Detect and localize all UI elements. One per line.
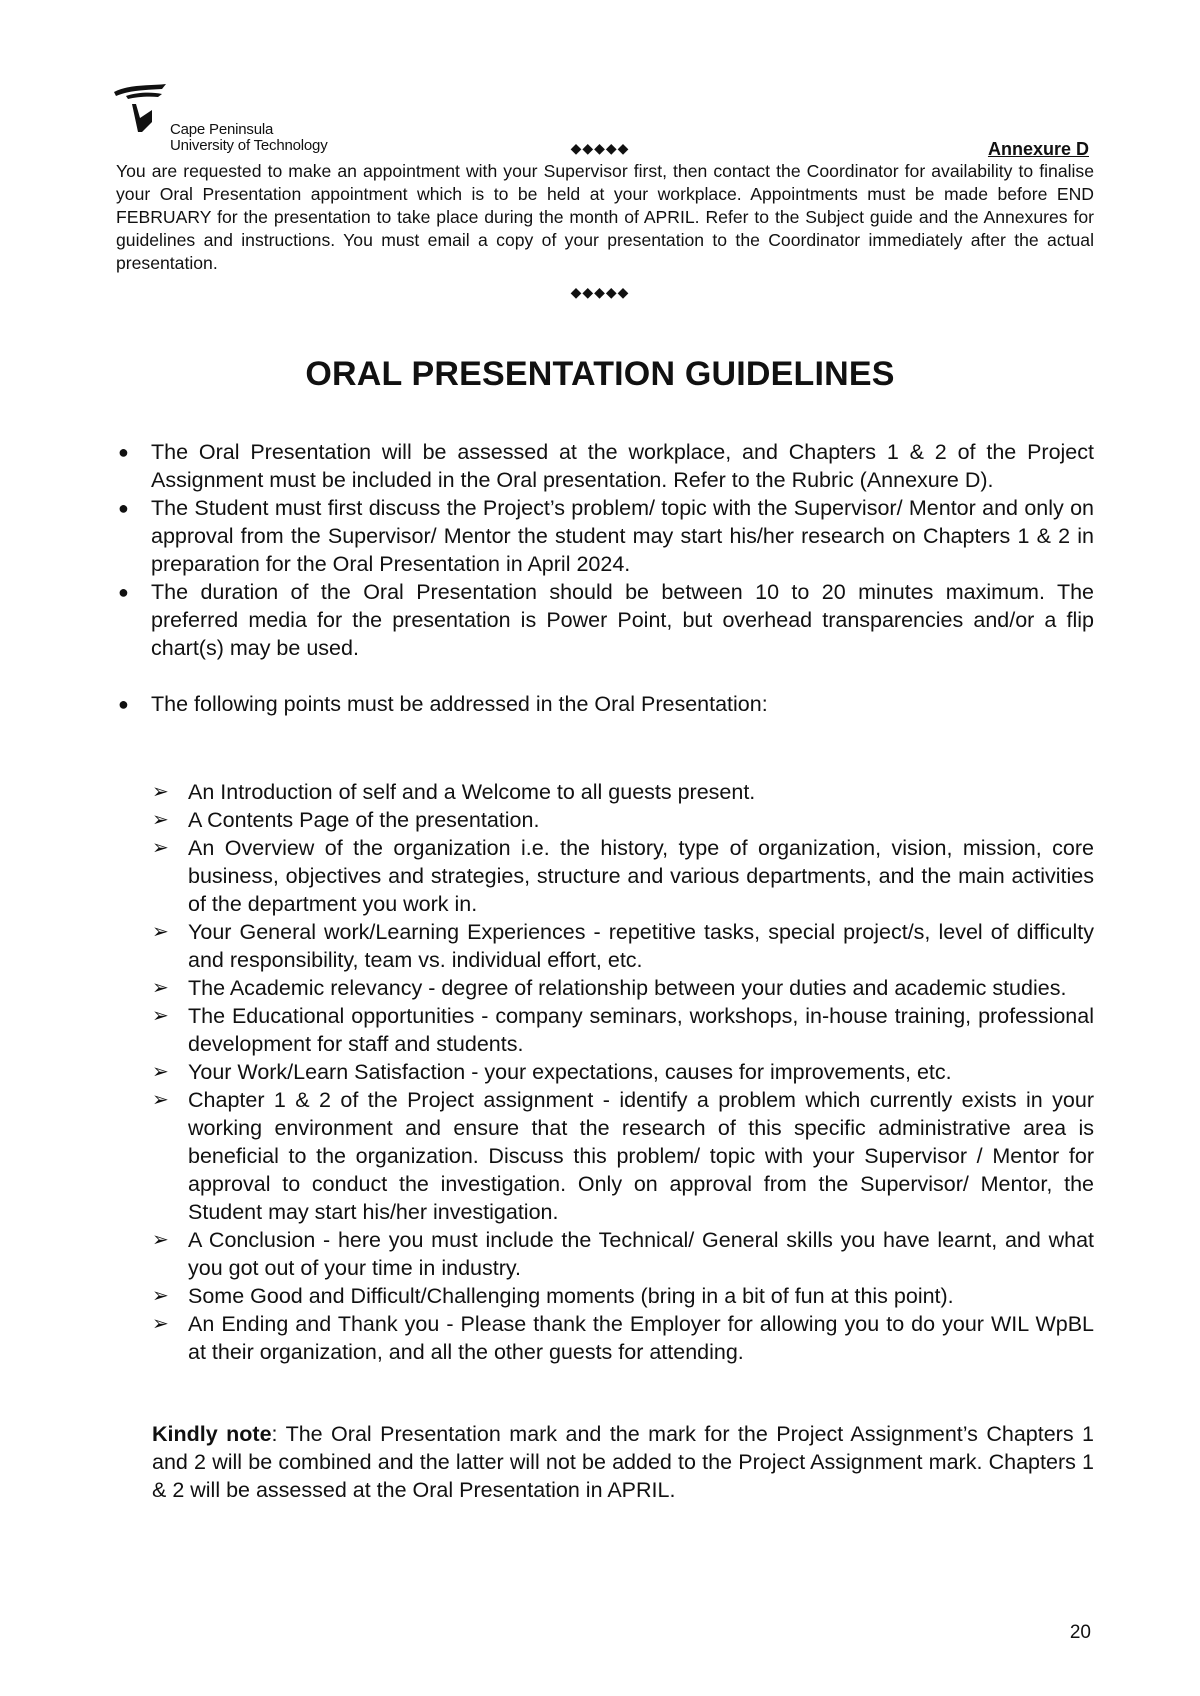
- bullet-item: [116, 438, 1094, 494]
- bullet-item: [116, 690, 1094, 718]
- kindly-note-label: Kindly note: [152, 1422, 272, 1446]
- point-item: [152, 1086, 1094, 1226]
- point-item: [152, 974, 1094, 1002]
- arrow-bullet-icon: ➢: [152, 1061, 169, 1083]
- bullet-text: The duration of the Oral Presentation should be between 10 to 20 minutes maximum. The preferred media for the presentation is Power Point, but overhead transparencies and/or a flip chart(s) may be used.: [151, 580, 1094, 660]
- point-text: Your Work/Learn Satisfaction - your expectations, causes for improvements, etc.: [188, 1060, 952, 1084]
- point-item: [152, 1226, 1094, 1282]
- point-text: A Conclusion - here you must include the Technical/ General skills you have learnt, and what you got out of your time in industry.: [188, 1228, 1094, 1280]
- bullet-text: The Student must first discuss the Project’s problem/ topic with the Supervisor/ Mentor and only on approval from the Supervisor/ Mentor the student may start his/her research on Chapters 1 & 2 in preparation for the Oral Presentation in April 2024.: [151, 496, 1094, 576]
- separator-top: ◆◆◆◆◆: [570, 140, 630, 156]
- points-list: [152, 778, 1094, 1366]
- kindly-note-paragraph: [152, 1420, 1094, 1504]
- point-text: An Overview of the organization i.e. the history, type of organization, vision, mission, core business, objectives and strategies, structure and various departments, and the main activities of the department you work in.: [188, 836, 1094, 916]
- arrow-bullet-icon: ➢: [152, 977, 169, 999]
- arrow-bullet-icon: ➢: [152, 1313, 169, 1335]
- university-logo-icon: [112, 82, 172, 134]
- point-text: Some Good and Difficult/Challenging moments (bring in a bit of fun at this point).: [188, 1284, 954, 1308]
- bullet-icon: ●: [118, 442, 129, 462]
- point-item: [152, 1002, 1094, 1058]
- point-text: An Ending and Thank you - Please thank the Employer for allowing you to do your WIL WpBL at their organization, and all the other guests for attending.: [188, 1312, 1094, 1364]
- bullet-icon: ●: [118, 498, 129, 518]
- arrow-bullet-icon: ➢: [152, 809, 169, 831]
- annexure-label: Annexure D: [987, 139, 1089, 159]
- bullet-icon: ●: [118, 582, 129, 602]
- page-title: ORAL PRESENTATION GUIDELINES: [305, 355, 895, 393]
- point-item: [152, 1058, 1094, 1086]
- university-name-line1: Cape Peninsula: [170, 121, 274, 138]
- point-text: The Academic relevancy - degree of relationship between your duties and academic studies.: [188, 976, 1067, 1000]
- point-item: [152, 806, 1094, 834]
- point-item: [152, 778, 1094, 806]
- bullet-item: [116, 494, 1094, 578]
- arrow-bullet-icon: ➢: [152, 921, 169, 943]
- arrow-bullet-icon: ➢: [152, 1229, 169, 1251]
- arrow-bullet-icon: ➢: [152, 1005, 169, 1027]
- point-item: [152, 834, 1094, 918]
- arrow-bullet-icon: ➢: [152, 1285, 169, 1307]
- arrow-bullet-icon: ➢: [152, 781, 169, 803]
- page-number: 20: [1069, 1622, 1091, 1643]
- point-text: The Educational opportunities - company seminars, workshops, in-house training, professional development for staff and students.: [188, 1004, 1094, 1056]
- point-item: [152, 918, 1094, 974]
- guideline-bullets: [116, 438, 1094, 718]
- kindly-note-text: : The Oral Presentation mark and the mark for the Project Assignment’s Chapters 1 and 2 will be combined and the latter will not be added to the Project Assignment mark. Chapters 1 & 2 will be assessed at the Oral Presentation in APRIL.: [152, 1422, 1094, 1502]
- arrow-bullet-icon: ➢: [152, 837, 169, 859]
- arrow-bullet-icon: ➢: [152, 1089, 169, 1111]
- intro-paragraph: You are requested to make an appointment with your Supervisor first, then contact the Coordinator for availability to finalise your Oral Presentation appointment which is to be held at your workplace. Appointments must be made before END FEBRUARY for the presentation to take place during the month of APRIL. Refer to the Subject guide and the Annexures for guidelines and instructions. You must email a copy of your presentation to the Coordinator immediately after the actual presentation.: [116, 161, 1094, 273]
- point-text: A Contents Page of the presentation.: [188, 808, 540, 832]
- point-text: An Introduction of self and a Welcome to all guests present.: [188, 780, 756, 804]
- separator-bottom: ◆◆◆◆◆: [570, 284, 630, 300]
- point-item: [152, 1310, 1094, 1366]
- bullet-text: The following points must be addressed in the Oral Presentation:: [151, 692, 768, 716]
- point-text: Chapter 1 & 2 of the Project assignment - identify a problem which currently exists in your working environment and ensure that the research of this specific administrative area is beneficial to the organization. Discuss this problem/ topic with your Supervisor / Mentor for approval to conduct the investigation. Only on approval from the Supervisor/ Mentor, the Student may start his/her investigation.: [188, 1088, 1094, 1224]
- bullet-text: The Oral Presentation will be assessed at the workplace, and Chapters 1 & 2 of the Project Assignment must be included in the Oral presentation. Refer to the Rubric (Annexure D).: [151, 440, 1094, 492]
- point-item: [152, 1282, 1094, 1310]
- bullet-item: [116, 578, 1094, 662]
- bullet-icon: ●: [118, 694, 129, 714]
- point-text: Your General work/Learning Experiences - repetitive tasks, special project/s, level of difficulty and responsibility, team vs. individual effort, etc.: [188, 920, 1094, 972]
- university-name-line2: University of Technology: [170, 137, 328, 154]
